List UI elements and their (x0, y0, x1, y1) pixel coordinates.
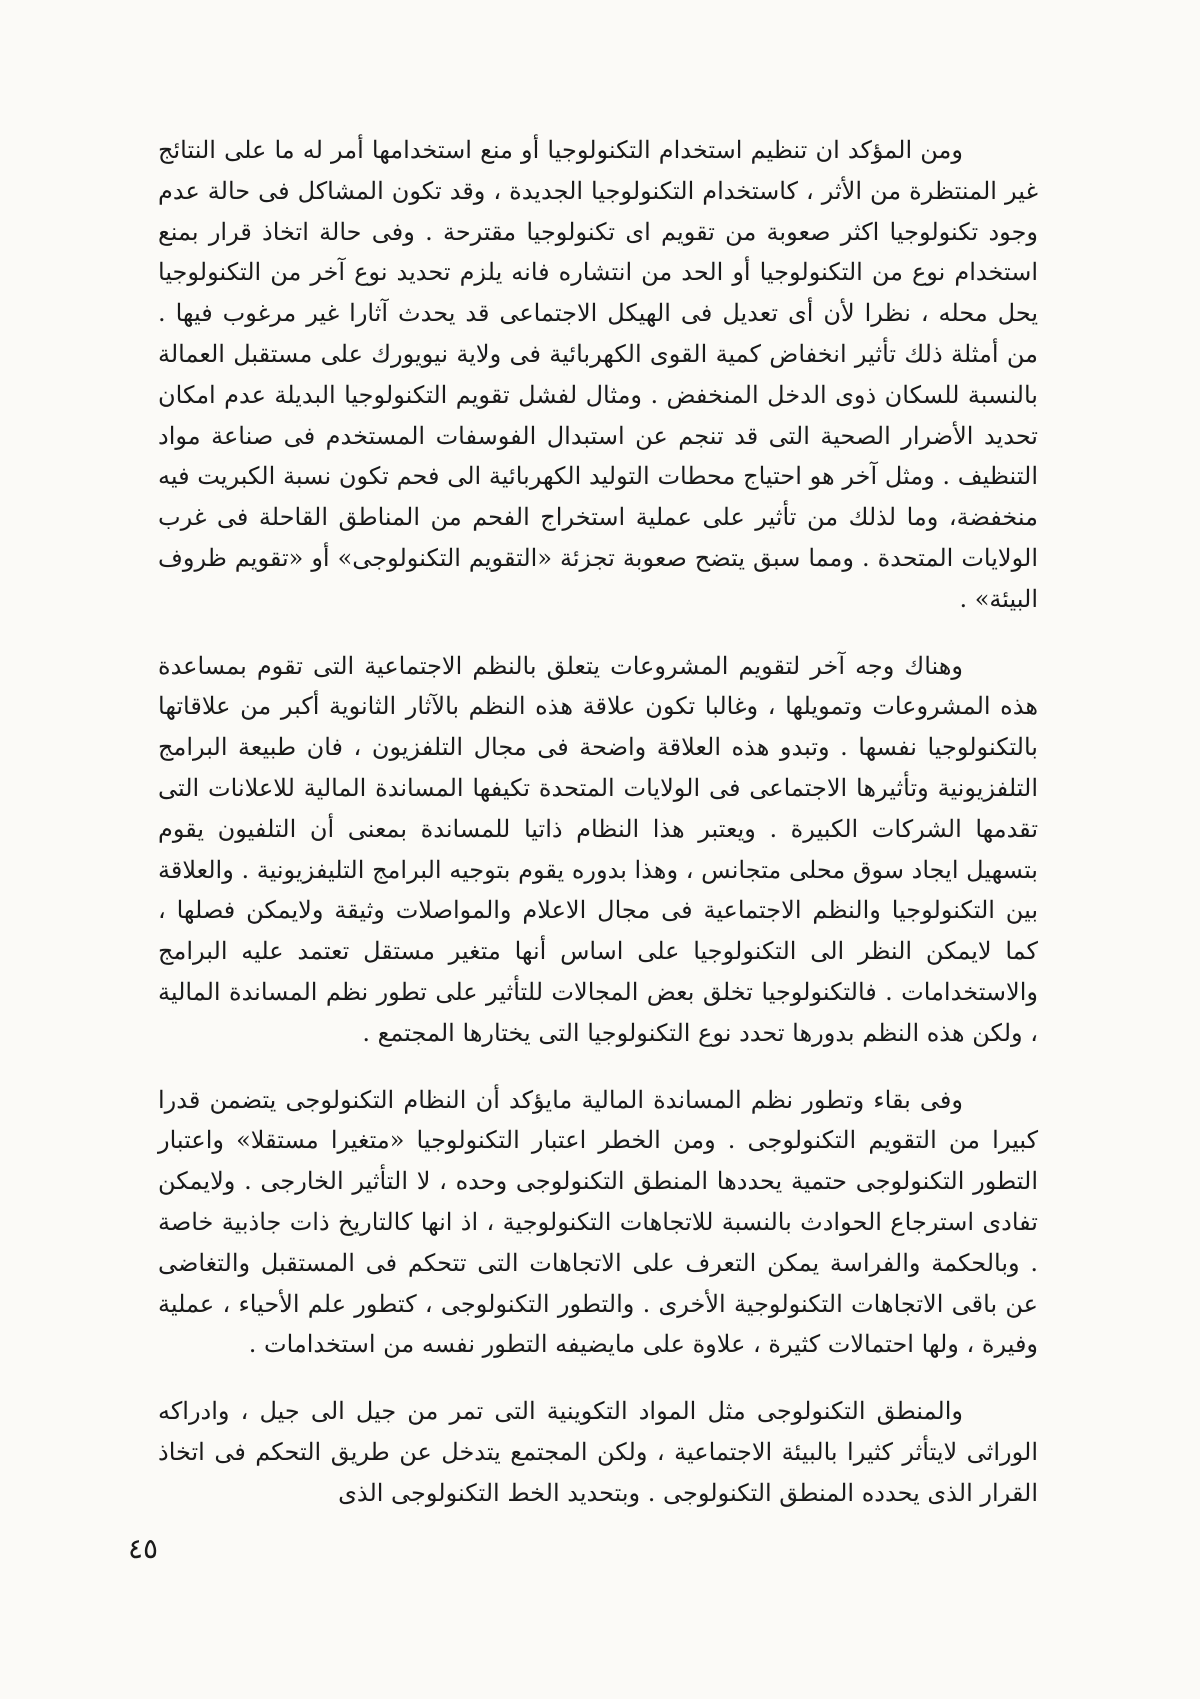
paragraph-1: ومن المؤكد ان تنظيم استخدام التكنولوجيا أو منع استخدامها أمر له ما على النتائج غير المنتظرة من الأثر ، كاستخدام التكنولوجيا الجديدة ، وقد تكون المشاكل فى حالة عدم وجود تكنولوجيا اكثر صعوبة من تقويم اى تكنولوجيا مقترحة . وفى حالة اتخاذ قرار بمنع استخدام نوع من التكنولوجيا أو الحد من انتشاره فانه يلزم تحديد نوع آخر من التكنولوجيا يحل محله ، نظرا لأن أى تعديل فى الهيكل الاجتماعى قد يحدث آثارا غير مرغوب فيها . من أمثلة ذلك تأثير انخفاض كمية القوى الكهربائية فى ولاية نيويورك على مستقبل العمالة بالنسبة للسكان ذوى الدخل المنخفض . ومثال لفشل تقويم التكنولوجيا البديلة عدم امكان تحديد الأضرار الصحية التى قد تنجم عن استبدال الفوسفات المستخدم فى صناعة مواد التنظيف . ومثل آخر هو احتياج محطات التوليد الكهربائية الى فحم تكون نسبة الكبريت فيه منخفضة، وما لذلك من تأثير على عملية استخراج الفحم من المناطق القاحلة فى غرب الولايات المتحدة . ومما سبق يتضح صعوبة تجزئة «التقويم التكنولوجى» أو «تقويم ظروف البيئة» . (158, 136, 1039, 613)
body-text (158, 130, 1038, 1514)
paragraph-4: والمنطق التكنولوجى مثل المواد التكوينية التى تمر من جيل الى جيل ، وادراكه الوراثى لايتأثر كثيرا بالبيئة الاجتماعية ، ولكن المجتمع يتدخل عن طريق التحكم فى اتخاذ القرار الذى يحدده المنطق التكنولوجى . وبتحديد الخط التكنولوجى الذى (158, 1397, 1038, 1507)
paragraph-2: وهناك وجه آخر لتقويم المشروعات يتعلق بالنظم الاجتماعية التى تقوم بمساعدة هذه المشروعات وتمويلها ، وغالبا تكون علاقة هذه النظم بالآثار الثانوية أكبر من علاقاتها بالتكنولوجيا نفسها . وتبدو هذه العلاقة واضحة فى مجال التلفزيون ، فان طبيعة البرامج التلفزيونية وتأثيرها الاجتماعى فى الولايات المتحدة تكيفها المساندة المالية للاعلانات التى تقدمها الشركات الكبيرة . ويعتبر هذا النظام ذاتيا للمساندة بمعنى أن التلفيون يقوم بتسهيل ايجاد سوق محلى متجانس ، وهذا بدوره يقوم بتوجيه البرامج التليفزيونية . والعلاقة بين التكنولوجيا والنظم الاجتماعية فى مجال الاعلام والمواصلات وثيقة ولايمكن فصلها ، كما لايمكن النظر الى التكنولوجيا على اساس أنها متغير مستقل تعتمد عليه البرامج والاستخدامات . فالتكنولوجيا تخلق بعض المجالات للتأثير على تطور نظم المساندة المالية ، ولكن هذه النظم بدورها تحدد نوع التكنولوجيا التى يختارها المجتمع . (158, 651, 1039, 1047)
page-number: ٤٥ (128, 1532, 159, 1565)
paragraph-3: وفى بقاء وتطور نظم المساندة المالية مايؤكد أن النظام التكنولوجى يتضمن قدرا كبيرا من التقويم التكنولوجى . ومن الخطر اعتبار التكنولوجيا «متغيرا مستقلا» واعتبار التطور التكنولوجى حتمية يحددها المنطق التكنولوجى وحده ، لا التأثير الخارجى . ولايمكن تفادى استرجاع الحوادث بالنسبة للاتجاهات التكنولوجية ، اذ انها كالتاريخ ذات جاذبية خاصة . وبالحكمة والفراسة يمكن التعرف على الاتجاهات التى تتحكم فى المستقبل والتغاضى عن باقى الاتجاهات التكنولوجية الأخرى . والتطور التكنولوجى ، كتطور علم الأحياء ، عملية وفيرة ، ولها احتمالات كثيرة ، علاوة على مايضيفه التطور نفسه من استخدامات . (158, 1085, 1038, 1359)
